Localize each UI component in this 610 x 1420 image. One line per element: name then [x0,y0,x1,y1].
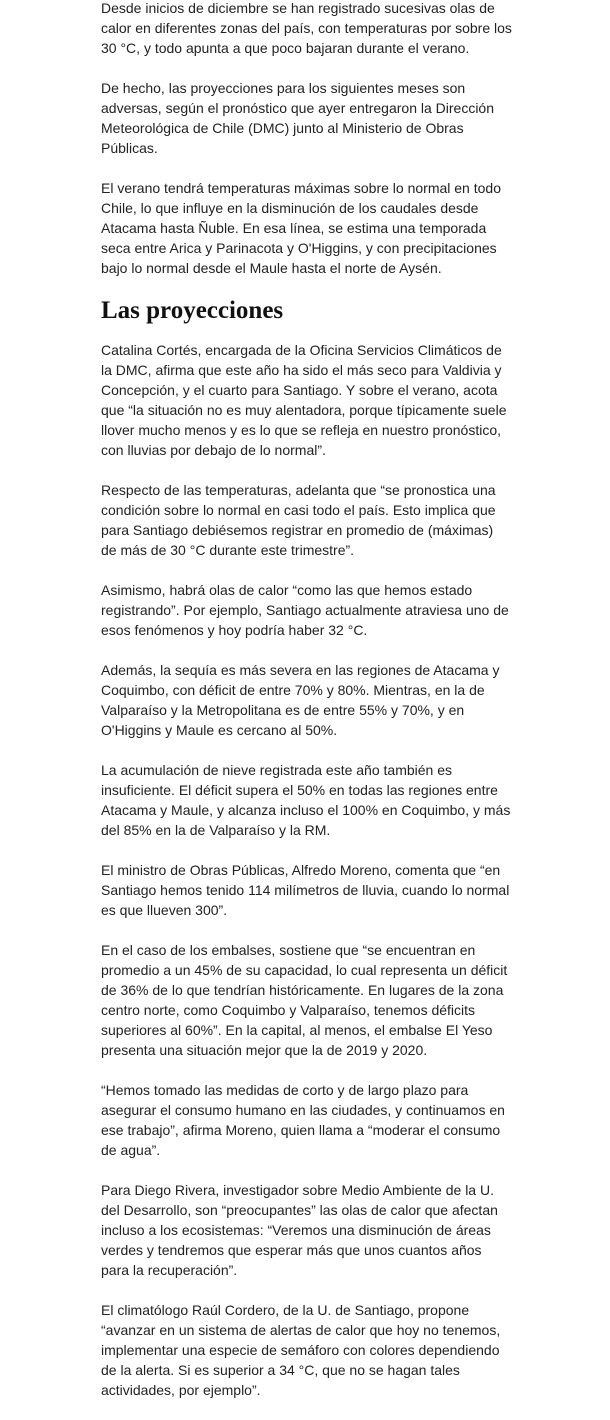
paragraph-catalina-cortes: Catalina Cortés, encargada de la Oficina Servicios Climáticos de la DMC, afirma que este año ha sido el más seco para Valdivia y Concepción, y el cuarto para Santiago. Y sobre el verano, acota que “la situación no es muy alentadora, porque típicamente suele llover mucho menos y es lo que se refleja en nuestro pronóstico, con lluvias por debajo de lo normal”. [101,342,507,458]
paragraph-measures: “Hemos tomado las medidas de corto y de largo plazo para asegurar el consumo humano en las ciudades, y continuamos en ese trabajo”, afirma Moreno, quien llama a “moderar el consumo de agua”. [101,1082,505,1158]
paragraph-snow: La acumulación de nieve registrada este año también es insuficiente. El déficit supera el 50% en todas las regiones entre Atacama y Maule, y alcanza incluso el 100% en Coquimbo, y más del 85% en la de Valparaíso y la RM. [101,762,511,838]
paragraph-reservoirs: En el caso de los embalses, sostiene que “se encuentran en promedio a un 45% de su capacidad, lo cual representa un déficit de 36% de lo que tendrían históricamente. En lugares de la zona centro norte, como Coquimbo y Valparaíso, tenemos déficits superiores al 60%”. En la capital, al menos, el embalse El Yeso presenta una situación mejor que la de 2019 y 2020. [101,942,508,1058]
paragraph-temperatures: Respecto de las temperaturas, adelanta que “se pronostica una condición sobre lo normal en casi todo el país. Esto implica que para Santiago debiésemos registrar en promedio de (máximas) de más de 30 °C durante este trimestre”. [101,482,496,558]
paragraph-intro-heat-waves: Desde inicios de diciembre se han registrado sucesivas olas de calor en diferentes zonas del país, con temperaturas por sobre los 30 °C, y todo apunta a que poco bajaran durante el verano. [101,0,512,56]
paragraph-intro-projections: De hecho, las proyecciones para los siguientes meses son adversas, según el pronóstico que ayer entregaron la Dirección Meteorológica de Chile (DMC) junto al Ministerio de Obras Públicas. [101,80,495,156]
section-heading: Las proyecciones [101,297,284,324]
paragraph-intro-summer: El verano tendrá temperaturas máximas sobre lo normal en todo Chile, lo que influye en la disminución de los caudales desde Atacama hasta Ñuble. En esa línea, se estima una temporada seca entre Arica y Parinacota y O'Higgins, y con precipitaciones bajo lo normal desde el Maule hasta el norte de Aysén. [101,180,501,276]
paragraph-minister: El ministro de Obras Públicas, Alfredo Moreno, comenta que “en Santiago hemos tenido 114 milímetros de lluvia, cuando lo normal es que llueven 300”. [101,862,510,918]
paragraph-heat-waves: Asimismo, habrá olas de calor “como las que hemos estado registrando”. Por ejemplo, Santiago actualmente atraviesa uno de esos fenómenos y hoy podría haber 32 °C. [101,582,509,638]
article-body [101,0,512,1420]
paragraph-raul-cordero: El climatólogo Raúl Cordero, de la U. de Santiago, propone “avanzar en un sistema de alertas de calor que hoy no tenemos, implementar una especie de semáforo con colores dependiendo de la alerta. Si es superior a 34 °C, que no se hagan tales actividades, por ejemplo”. [101,1302,501,1398]
paragraph-diego-rivera: Para Diego Rivera, investigador sobre Medio Ambiente de la U. del Desarrollo, son “preocupantes” las olas de calor que afectan incluso a los ecosistemas: “Veremos una disminución de áreas verdes y tendremos que esperar más que unos cuantos años para la recuperación”. [101,1182,498,1278]
paragraph-drought: Además, la sequía es más severa en las regiones de Atacama y Coquimbo, con déficit de entre 70% y 80%. Mientras, en la de Valparaíso y la Metropolitana es de entre 55% y 70%, y en O'Higgins y Maule es cercano al 50%. [101,662,500,738]
